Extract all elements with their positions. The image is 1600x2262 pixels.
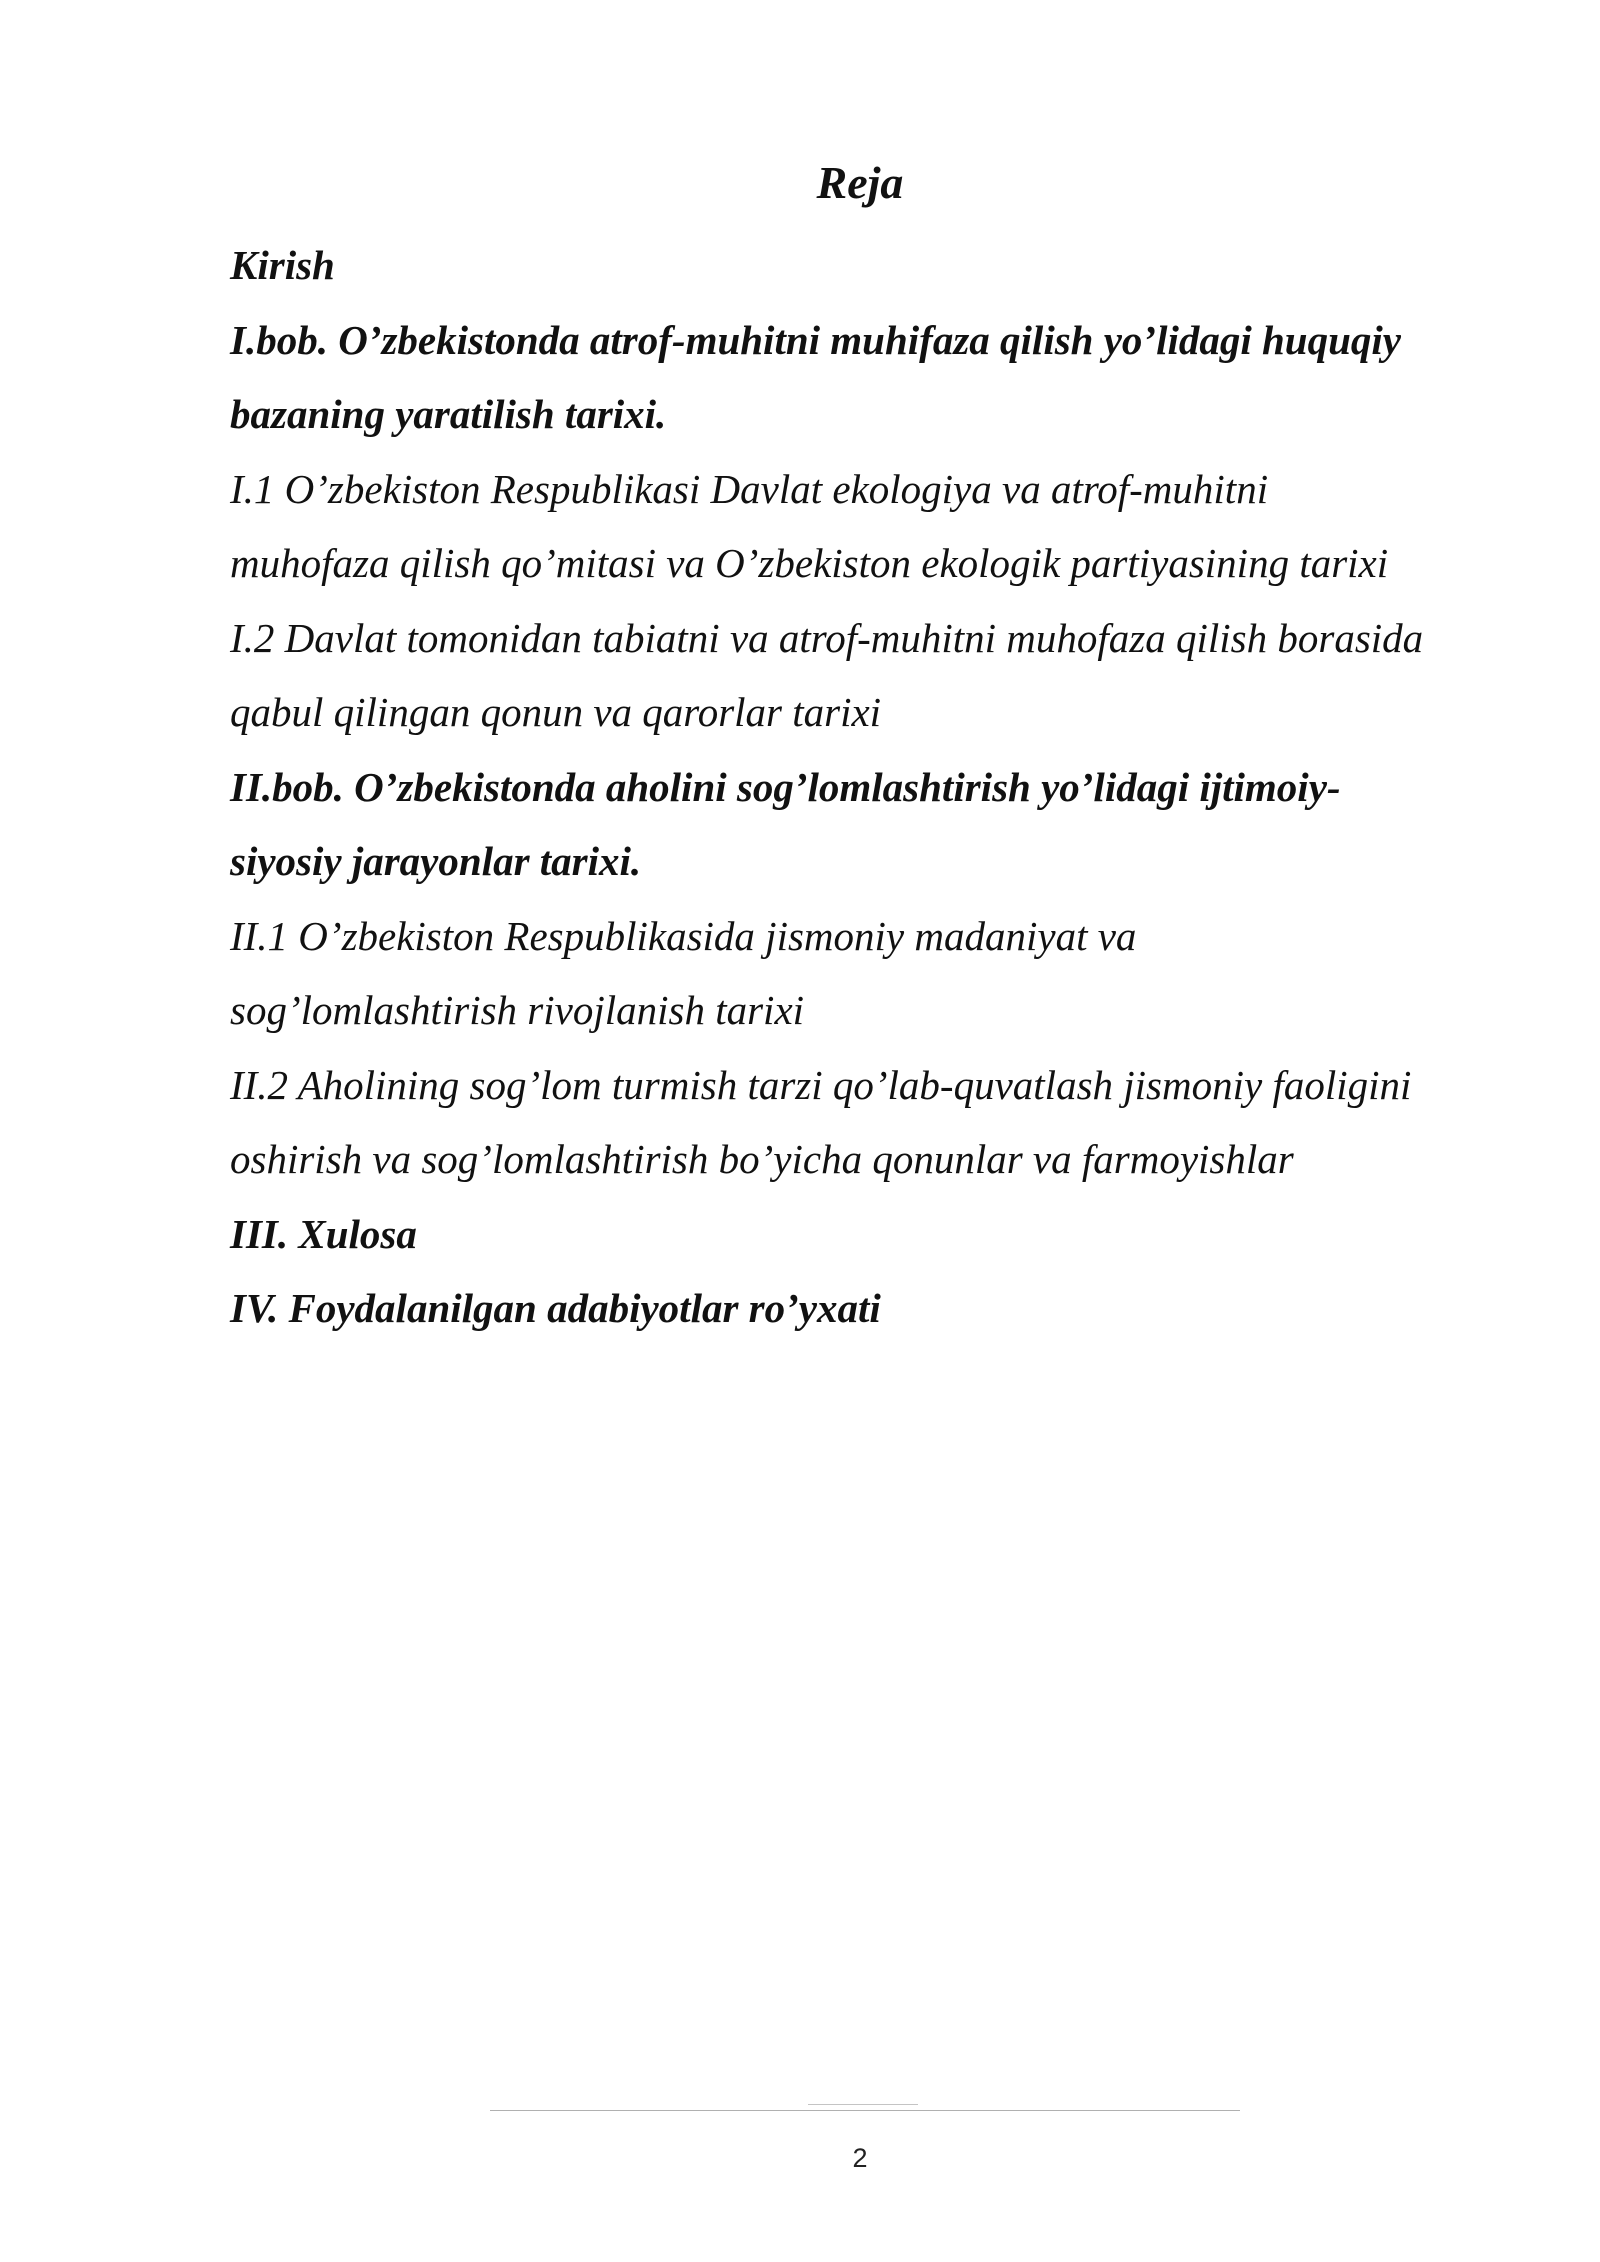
- toc-section-2-1-cont: sog’lomlashtirish rivojlanish tarixi: [230, 987, 805, 1033]
- table-of-contents: [230, 228, 1530, 1346]
- toc-section-2-2-cont: oshirish va sog’lomlashtirish bo’yicha qonunlar va farmoyishlar: [230, 1136, 1294, 1182]
- page-title: Reja: [816, 157, 904, 208]
- footer-divider: [490, 2110, 1240, 2111]
- toc-section-2-2: II.2 Aholining sog’lom turmish tarzi qo’lab-quvatlash jismoniy faoligini: [230, 1061, 1412, 1108]
- toc-introduction: Kirish: [230, 242, 335, 288]
- toc-conclusion: III. Xulosa: [230, 1210, 417, 1257]
- page-number: 2: [852, 2143, 868, 2173]
- toc-section-1-1: I.1 O’zbekiston Respublikasi Davlat ekologiya va atrof-muhitni: [230, 465, 1269, 512]
- toc-chapter-2-title: II.bob. O’zbekistonda aholini sog’lomlashtirish yo’lidagi ijtimoiy-: [230, 763, 1341, 810]
- toc-bibliography: IV. Foydalanilgan adabiyotlar ro’yxati: [230, 1285, 881, 1331]
- toc-section-1-2-cont: qabul qilingan qonun va qarorlar tarixi: [230, 689, 882, 735]
- toc-chapter-2-title-cont: siyosiy jarayonlar tarixi.: [230, 838, 642, 884]
- toc-chapter-1-title-cont: bazaning yaratilish tarixi.: [230, 391, 667, 437]
- toc-section-1-2: I.2 Davlat tomonidan tabiatni va atrof-muhitni muhofaza qilish borasida: [230, 614, 1424, 661]
- toc-chapter-1-title: I.bob. O’zbekistonda atrof-muhitni muhifaza qilish yo’lidagi huquqiy: [230, 316, 1401, 363]
- footer-rule-accent: [808, 2104, 918, 2105]
- toc-section-2-1: II.1 O’zbekiston Respublikasida jismoniy madaniyat va: [230, 912, 1137, 959]
- toc-section-1-1-cont: muhofaza qilish qo’mitasi va O’zbekiston ekologik partiyasining tarixi: [230, 540, 1389, 586]
